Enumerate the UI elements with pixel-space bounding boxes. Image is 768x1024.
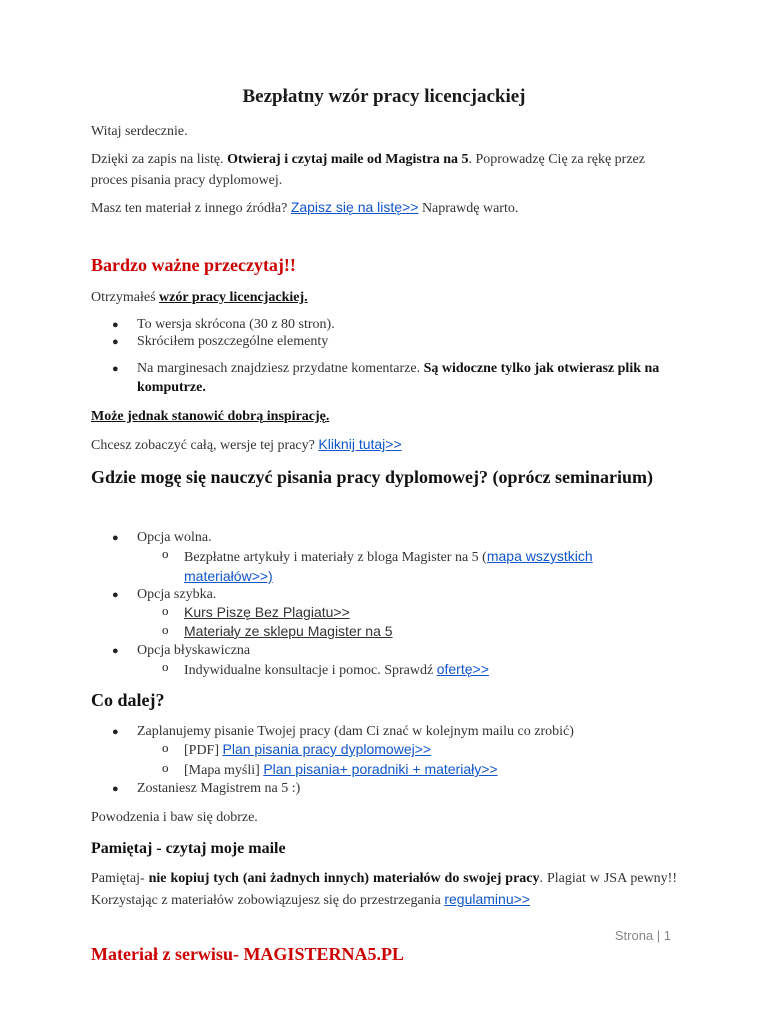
full-text: Chcesz zobaczyć całą, wersje tej pracy?: [91, 438, 315, 453]
source-text-a: Masz ten materiał z innego źródła?: [91, 201, 288, 216]
intro-text-a: Dzięki za zapis na listę.: [91, 152, 224, 167]
sub-bullet-marker: o: [162, 740, 169, 755]
bullet-marker: ●: [112, 336, 119, 348]
page-number: Strona | 1: [614, 928, 671, 943]
materials-map-link[interactable]: mapa wszystkich materiałów>>): [184, 548, 593, 584]
bullet-marker: ●: [112, 363, 119, 375]
mindmap-label: [Mapa myśli]: [184, 763, 260, 778]
sub-list-item-flash: [184, 660, 489, 680]
course-link[interactable]: Kurs Piszę Bez Plagiatu>>: [184, 604, 350, 620]
remember-text-c: . Plagiat w JSA pewny!! Korzystając z materiałów zobowiązujesz się do przestrzegania: [91, 871, 678, 908]
list-item: Skróciłem poszczególne elementy: [137, 334, 329, 349]
footer-source: Materiał z serwisu- MAGISTERNA5.PL: [91, 944, 404, 964]
sub-bullet-marker: o: [162, 622, 169, 637]
sub-bullet-marker: o: [162, 603, 169, 618]
remember-text-bold: nie kopiuj tych (ani żadnych innych) materiałów do swojej pracy: [148, 871, 540, 886]
margins-bold: Są widoczne tylko jak otwierasz plik na komputrze.: [137, 361, 660, 395]
bullet-marker: ●: [112, 589, 119, 601]
list-item-margins: [137, 359, 677, 397]
bullet-marker: ●: [112, 532, 119, 544]
greeting: Witaj serdecznie.: [91, 124, 188, 139]
received-paragraph: [91, 287, 681, 308]
bullet-marker: ●: [112, 319, 119, 331]
sub-list-item-free: [184, 547, 654, 587]
sub-list-item-pdf: [184, 740, 431, 760]
list-item: To wersja skrócona (30 z 80 stron).: [137, 317, 335, 332]
mindmap-link[interactable]: Plan pisania+ poradniki + materiały>>: [263, 761, 498, 777]
bullet-marker: ●: [112, 645, 119, 657]
list-item-next1: Zaplanujemy pisanie Twojej pracy (dam Ci znać w kolejnym mailu co zrobić): [137, 724, 574, 739]
inspiration-bold: Może jednak stanowić dobrą inspirację.: [91, 409, 330, 424]
inspiration-line: [91, 406, 681, 427]
received-text: Otrzymałeś: [91, 290, 156, 305]
sub-list-item-mindmap: [184, 760, 498, 780]
click-here-link[interactable]: Kliknij tutaj>>: [318, 436, 402, 452]
list-item-fast: Opcja szybka.: [137, 587, 217, 602]
next-heading: Co dalej?: [91, 690, 165, 710]
list-item-next2: Zostaniesz Magistrem na 5 :): [137, 781, 301, 796]
source-text-b: Naprawdę warto.: [421, 201, 519, 216]
plan-pdf-link[interactable]: Plan pisania pracy dyplomowej>>: [222, 741, 432, 757]
remember-paragraph: [91, 868, 677, 911]
received-bold: wzór pracy licencjackiej.: [159, 290, 308, 305]
list-item-free: Opcja wolna.: [137, 530, 212, 545]
rules-link[interactable]: regulaminu>>: [444, 891, 530, 907]
intro-text-bold: Otwieraj i czytaj maile od Magistra na 5: [227, 152, 469, 167]
where-heading: Gdzie mogę się nauczyć pisania pracy dyplomowej? (oprócz seminarium): [91, 467, 653, 487]
intro-paragraph: [91, 149, 681, 191]
full-version-paragraph: [91, 434, 681, 456]
goodbye-line: Powodzenia i baw się dobrze.: [91, 810, 258, 825]
source-paragraph: [91, 197, 681, 219]
document-title: Bezpłatny wzór pracy licencjackiej: [242, 86, 526, 107]
free-sub-text: Bezpłatne artykuły i materiały z bloga Magister na 5 (: [184, 550, 487, 565]
list-item-flash: Opcja błyskawiczna: [137, 643, 251, 658]
shop-materials-link[interactable]: Materiały ze sklepu Magister na 5: [184, 623, 393, 639]
bullet-marker: ●: [112, 783, 119, 795]
sub-bullet-marker: o: [162, 760, 169, 775]
remember-heading: Pamiętaj - czytaj moje maile: [91, 840, 286, 857]
offer-link[interactable]: ofertę>>: [436, 661, 489, 677]
margins-text: Na marginesach znajdziesz przydatne komentarze.: [137, 361, 421, 376]
subscribe-link[interactable]: Zapisz się na listę>>: [290, 199, 419, 215]
important-heading: Bardzo ważne przeczytaj!!: [91, 255, 296, 275]
pdf-label: [PDF]: [184, 743, 220, 758]
bullet-marker: ●: [112, 726, 119, 738]
intro-text-c: . Poprowadzę Cię za rękę przez proces pisania pracy dyplomowej.: [91, 152, 645, 188]
sub-bullet-marker: o: [162, 659, 169, 674]
flash-sub-text: Indywidualne konsultacje i pomoc. Sprawdź: [184, 663, 434, 678]
remember-text-a: Pamiętaj-: [91, 871, 145, 886]
sub-bullet-marker: o: [162, 546, 169, 561]
